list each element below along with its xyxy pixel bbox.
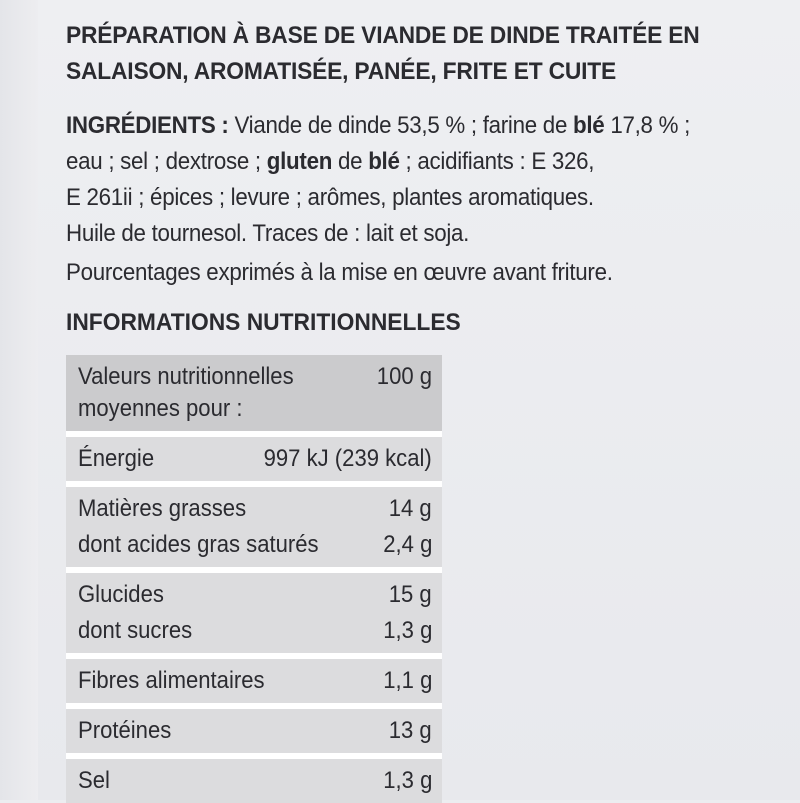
ingredients-line-3: E 261ii ; épices ; levure ; arômes, plantes aromatiques. bbox=[66, 184, 594, 211]
nutrient-label: dont acides gras saturés bbox=[78, 531, 319, 558]
ingredients-line-1 bbox=[66, 108, 736, 144]
nutrient-value: 13 g bbox=[389, 717, 432, 744]
nutrient-label: Énergie bbox=[78, 445, 155, 472]
nutrition-row-energy bbox=[66, 437, 442, 481]
nutrition-heading: INFORMATIONS NUTRITIONNELLES bbox=[66, 309, 461, 336]
nutrition-table bbox=[66, 355, 442, 803]
ingredients-text: Viande de dinde 53,5 % ; farine de bbox=[228, 112, 574, 139]
allergen-gluten: gluten bbox=[266, 148, 333, 175]
ingredients-line-4: Huile de tournesol. Traces de : lait et soja. bbox=[66, 220, 470, 247]
nutrition-row-carbs bbox=[66, 573, 442, 653]
nutrient-label: Glucides bbox=[78, 581, 164, 608]
nutrient-label: Sel bbox=[78, 767, 110, 794]
title-line-1: PRÉPARATION À BASE DE VIANDE DE DINDE TRAITÉE EN bbox=[66, 22, 700, 49]
nutrition-row-protein bbox=[66, 709, 442, 753]
nutrition-row-salt bbox=[66, 759, 442, 803]
header-label: moyennes pour : bbox=[78, 395, 243, 422]
nutrient-label: dont sucres bbox=[78, 617, 193, 644]
nutrition-row-fat bbox=[66, 487, 442, 567]
nutrient-value: 15 g bbox=[389, 581, 432, 608]
nutrient-value: 1,1 g bbox=[382, 667, 432, 694]
ingredients-text: ; acidifiants : E 326, bbox=[399, 148, 595, 175]
nutrient-value: 1,3 g bbox=[382, 767, 432, 794]
ingredients-text: eau ; sel ; dextrose ; bbox=[66, 148, 267, 175]
nutrient-value: 14 g bbox=[389, 495, 432, 522]
nutrition-header-row bbox=[66, 355, 442, 431]
ingredients-block bbox=[66, 108, 736, 252]
nutrition-row-fiber bbox=[66, 659, 442, 703]
allergen-ble: blé bbox=[573, 112, 605, 139]
product-title bbox=[66, 18, 722, 90]
ingredients-line-2 bbox=[66, 144, 736, 180]
nutrient-value: 1,3 g bbox=[382, 617, 432, 644]
nutrient-label: Fibres alimentaires bbox=[78, 667, 265, 694]
nutrient-value: 997 kJ (239 kcal) bbox=[263, 445, 432, 472]
package-edge bbox=[0, 0, 38, 800]
header-value: 100 g bbox=[376, 363, 432, 390]
nutrient-label: Matières grasses bbox=[78, 495, 247, 522]
ingredients-text: de bbox=[332, 148, 369, 175]
title-line-2: SALAISON, AROMATISÉE, PANÉE, FRITE ET CUITE bbox=[66, 58, 617, 85]
header-label: Valeurs nutritionnelles bbox=[78, 363, 294, 390]
nutrient-value: 2,4 g bbox=[382, 531, 432, 558]
allergen-ble: blé bbox=[368, 148, 400, 175]
percentage-note: Pourcentages exprimés à la mise en œuvre avant friture. bbox=[66, 259, 613, 286]
ingredients-text: 17,8 % ; bbox=[604, 112, 691, 139]
ingredients-label: INGRÉDIENTS : bbox=[66, 112, 229, 139]
nutrient-label: Protéines bbox=[78, 717, 172, 744]
